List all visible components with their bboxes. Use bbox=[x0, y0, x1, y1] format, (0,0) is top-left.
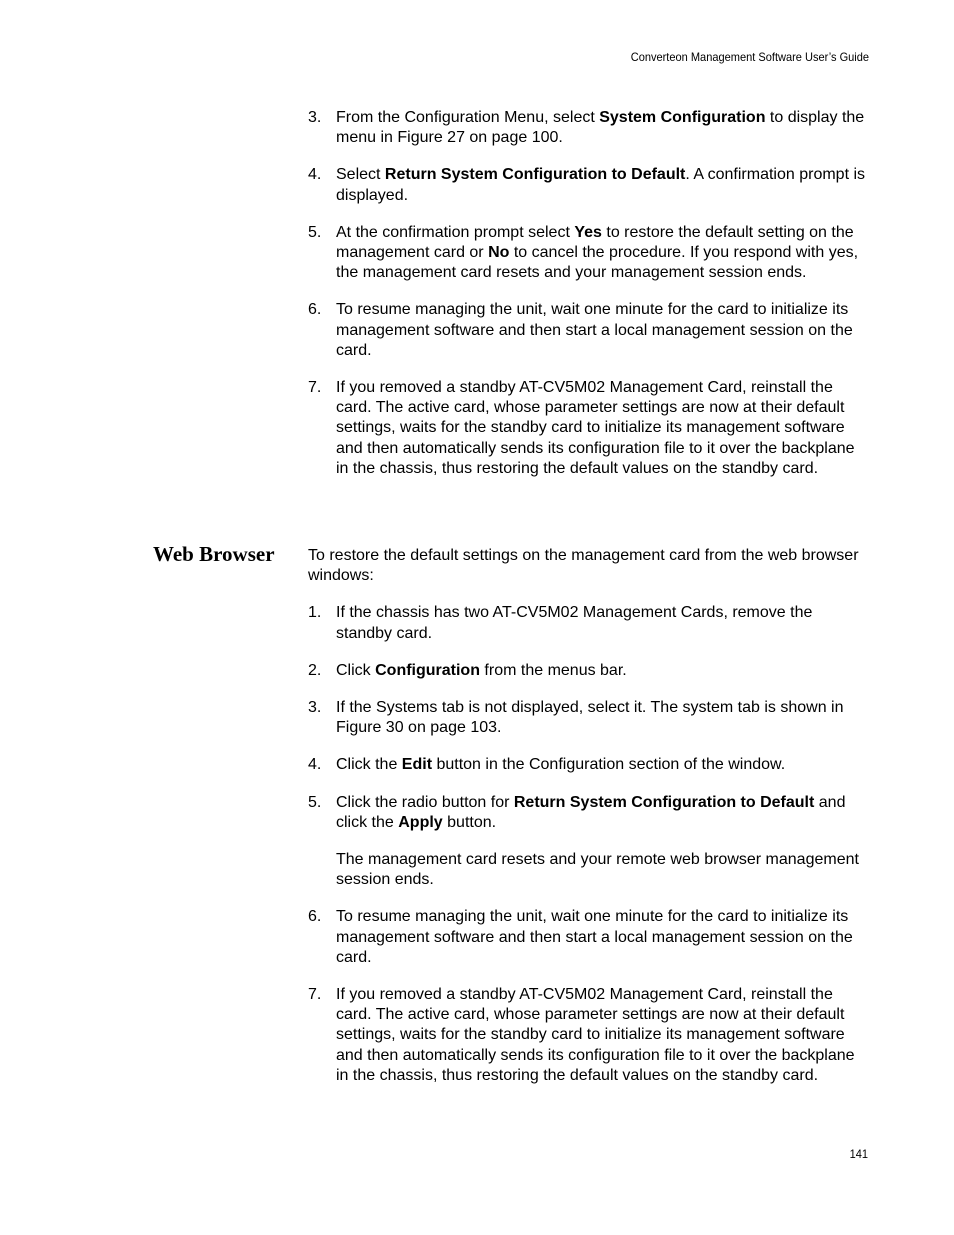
text-run: If you removed a standby AT-CV5M02 Management Card, reinstall the card. The active card, whose parameter settings are now at their default settings, waits for the standby card to initialize its management software and then automatically sends its configuration file to it over the backplane in the chassis, thus restoring the default values on the standby card. bbox=[336, 986, 855, 1084]
text-run: button. bbox=[442, 813, 497, 831]
list-item-number: 4. bbox=[308, 166, 322, 184]
bold-term: Edit bbox=[401, 756, 433, 774]
section-steps-list bbox=[308, 108, 870, 496]
list-item bbox=[308, 985, 870, 1086]
text-run: to cancel the procedure. If you respond with yes, the management card resets and your management session ends. bbox=[336, 244, 859, 282]
text-run: If the Systems tab is not displayed, select it. The system tab is shown in Figure 30 on page 103. bbox=[336, 699, 844, 737]
text-run: At the confirmation prompt select bbox=[336, 223, 575, 241]
list-item bbox=[308, 603, 870, 643]
text-run: To resume managing the unit, wait one minute for the card to initialize its management software and then start a local management session on the card. bbox=[336, 908, 853, 966]
list-item-text bbox=[336, 301, 853, 358]
list-item-number: 2. bbox=[308, 661, 322, 679]
list-item-number: 3. bbox=[308, 699, 322, 717]
bold-term: System Configuration bbox=[599, 109, 766, 126]
list-item bbox=[308, 661, 870, 681]
text-run: Click the bbox=[336, 756, 402, 774]
text-run: Click the radio button for bbox=[336, 793, 514, 811]
section-heading: Web Browser bbox=[153, 542, 275, 566]
list-item bbox=[308, 378, 870, 479]
list-item-text bbox=[336, 699, 844, 736]
list-item-number: 5. bbox=[308, 223, 322, 241]
intro-paragraph: To restore the default settings on the management card from the web browser windows: bbox=[308, 547, 859, 585]
bold-term: Return System Configuration to Default bbox=[384, 166, 686, 184]
list-item-text bbox=[336, 756, 785, 773]
list-item-number: 5. bbox=[308, 793, 322, 811]
list-item bbox=[308, 698, 870, 738]
list-item-text bbox=[336, 604, 812, 641]
text-run: If you removed a standby AT-CV5M02 Management Card, reinstall the card. The active card, whose parameter settings are now at their default settings, waits for the standby card to initialize its management software and then automatically sends its configuration file to it over the backplane in the chassis, thus restoring the default values on the standby card. bbox=[336, 379, 855, 477]
text-run: . A confirmation prompt is displayed. bbox=[336, 166, 866, 204]
bold-term: Yes bbox=[574, 223, 602, 241]
list-item bbox=[308, 165, 870, 205]
list-item-text bbox=[336, 662, 627, 679]
text-run: button in the Configuration section of the window. bbox=[432, 756, 786, 774]
web-browser-steps-list bbox=[308, 546, 870, 1103]
list-item bbox=[308, 907, 870, 968]
list-item bbox=[308, 108, 870, 148]
list-item-text bbox=[336, 986, 855, 1084]
text-run: Select bbox=[336, 166, 385, 184]
bold-term: Configuration bbox=[375, 661, 480, 679]
text-run: from the menus bar. bbox=[479, 661, 627, 679]
list-item-number: 7. bbox=[308, 379, 322, 397]
list-item bbox=[308, 793, 870, 833]
list-item-number: 7. bbox=[308, 986, 322, 1004]
list-item-text bbox=[336, 224, 858, 281]
text-run: To resume managing the unit, wait one minute for the card to initialize its management software and then start a local management session on the card. bbox=[336, 301, 853, 359]
text-run: to restore the default setting on the management card or bbox=[336, 223, 854, 262]
text-run: From the Configuration Menu, select bbox=[336, 109, 600, 126]
list-item-text bbox=[336, 109, 864, 146]
bold-term: Apply bbox=[398, 813, 443, 831]
list-item-text bbox=[336, 794, 845, 831]
running-header: Converteon Management Software User’s Guide bbox=[630, 50, 869, 64]
list-item-number: 6. bbox=[308, 301, 322, 319]
list-item-number: 3. bbox=[308, 109, 322, 126]
text-run: and click the bbox=[336, 793, 846, 831]
list-item bbox=[308, 300, 870, 361]
list-item bbox=[308, 755, 870, 775]
list-item-number: 1. bbox=[308, 604, 322, 622]
bold-term: Return System Configuration to Default bbox=[513, 793, 815, 811]
list-item-number: 4. bbox=[308, 756, 322, 774]
list-item-text bbox=[336, 908, 853, 965]
list-item bbox=[308, 223, 870, 284]
list-item-text bbox=[336, 166, 865, 203]
text-run: If the chassis has two AT-CV5M02 Management Cards, remove the standby card. bbox=[336, 604, 813, 642]
list-item-text bbox=[336, 379, 855, 477]
text-run: Click bbox=[336, 661, 376, 679]
bold-term: No bbox=[488, 244, 510, 262]
list-item-number: 6. bbox=[308, 908, 322, 926]
note-paragraph: The management card resets and your remote web browser management session ends. bbox=[336, 851, 859, 889]
page-number: 141 bbox=[849, 1147, 868, 1161]
text-run: to display the menu in Figure 27 on page 100. bbox=[336, 109, 865, 147]
